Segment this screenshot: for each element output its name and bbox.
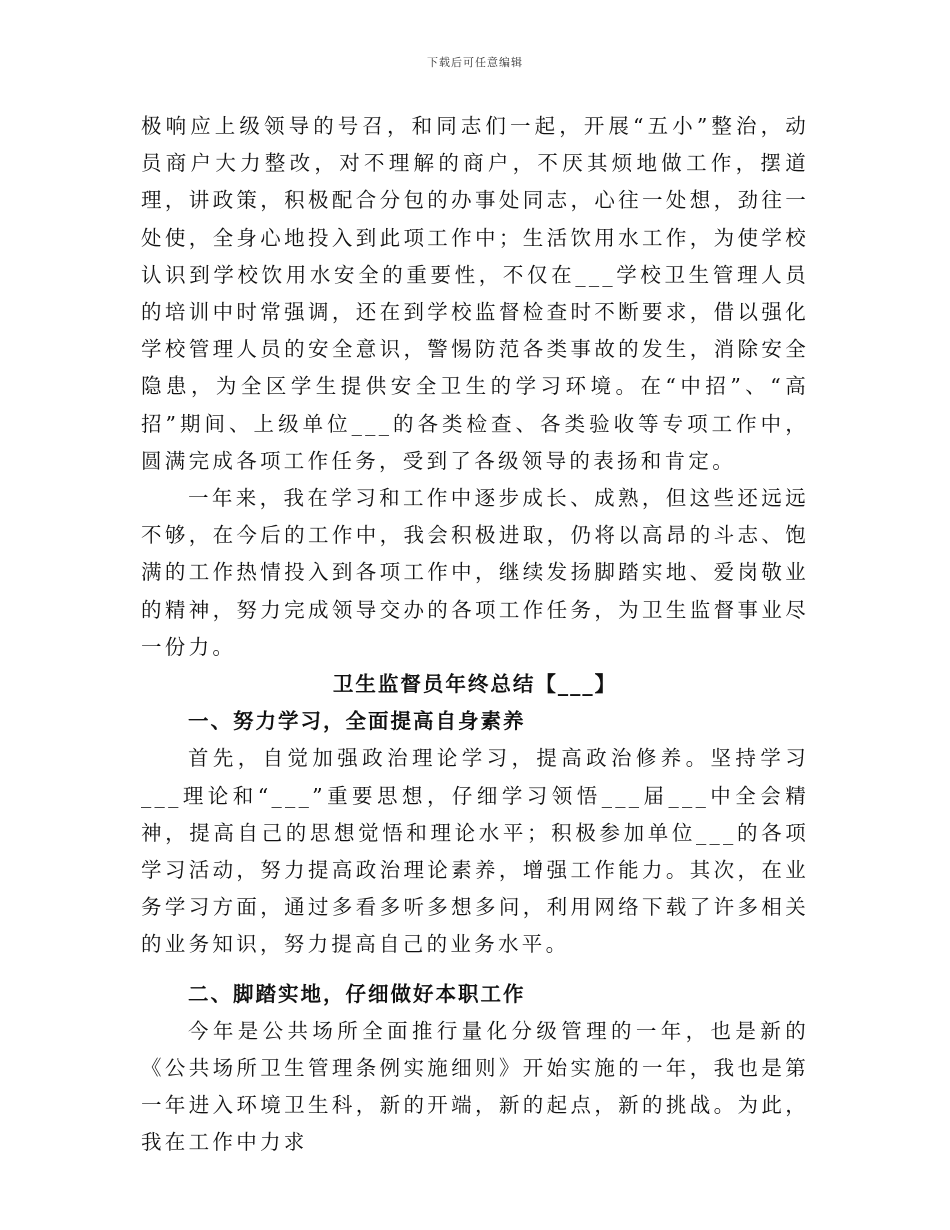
page-header: 下载后可任意编辑 (427, 56, 523, 69)
section-heading-2: 二、脚踏实地，仔细做好本职工作 (188, 981, 526, 1006)
document-body (141, 108, 809, 1162)
section-paragraph-2: 今年是公共场所全面推行量化分级管理的一年，也是新的《公共场所卫生管理条例实施细则》开始实施的一年，我也是第一年进入环境卫生科，新的开端，新的起点，新的挑战。为此，我在工作中力求 (141, 1018, 809, 1155)
document-title: 卫生监督员年终总结【___】 (332, 672, 618, 697)
section-spacer (141, 964, 809, 976)
section-paragraph-1: 首先，自觉加强政治理论学习，提高政治修养。坚持学习___理论和“___”重要思想，仔细学习领悟___届___中全会精神，提高自己的思想觉悟和理论水平；积极参加单位___的各项学习活动，努力提高政治理论素养，增强工作能力。其次，在业务学习方面，通过多看多听多想多问，利用网络下载了许多相关的业务知识，努力提高自己的业务水平。 (141, 746, 809, 957)
paragraph-summary: 一年来，我在学习和工作中逐步成长、成熟，但这些还远远不够，在今后的工作中，我会积极进取，仍将以高昂的斗志、饱满的工作热情投入到各项工作中，继续发扬脚踏实地、爱岗敬业的精神，努力完成领导交办的各项工作任务，为卫生监督事业尽一份力。 (141, 486, 809, 659)
section-heading-1: 一、努力学习，全面提高自身素养 (188, 709, 526, 734)
paragraph-continuation: 极响应上级领导的号召，和同志们一起，开展“五小”整治，动员商户大力整改，对不理解的商户，不厌其烦地做工作，摆道理，讲政策，积极配合分包的办事处同志，心往一处想，劲往一处使，全身心地投入到此项工作中；生活饮用水工作，为使学校认识到学校饮用水安全的重要性，不仅在___学校卫生管理人员的培训中时常强调，还在到学校监督检查时不断要求，借以强化学校管理人员的安全意识，警惕防范各类事故的发生，消除安全隐患，为全区学生提供安全卫生的学习环境。在“中招”、“高招”期间、上级单位___的各类检查、各类验收等专项工作中，圆满完成各项工作任务，受到了各级领导的表扬和肯定。 (141, 114, 809, 473)
